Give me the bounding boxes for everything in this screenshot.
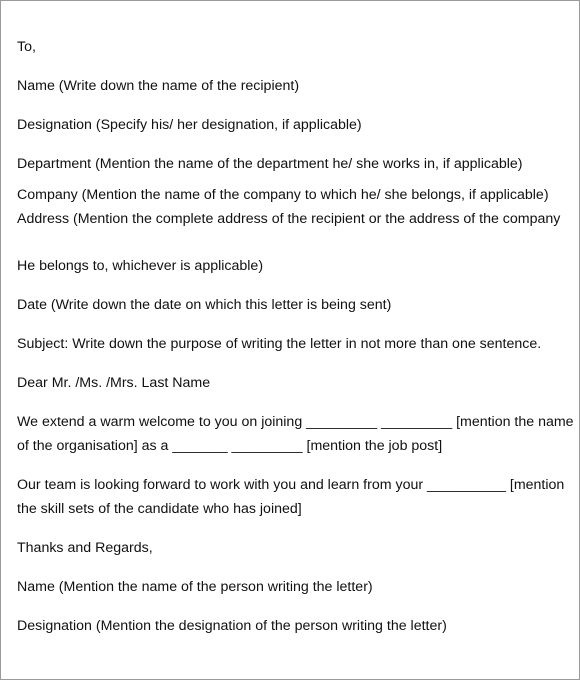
recipient-department-line: Department (Mention the name of the department he/ she works in, if applicable) [17, 156, 523, 172]
recipient-company-line: Company (Mention the name of the company to which he/ she belongs, if applicable) [17, 187, 549, 203]
recipient-address-line-1: Address (Mention the complete address of the recipient or the address of the company [17, 211, 561, 227]
welcome-paragraph-line-1: We extend a warm welcome to you on joining _________ _________ [mention the name [17, 414, 574, 430]
team-paragraph-line-1: Our team is looking forward to work with you and learn from your __________ [mention [17, 477, 565, 493]
sender-name-line: Name (Mention the name of the person writing the letter) [17, 579, 373, 595]
to-line: To, [17, 39, 36, 55]
recipient-address-line-2: He belongs to, whichever is applicable) [17, 258, 264, 274]
subject-line: Subject: Write down the purpose of writing the letter in not more than one sentence. [17, 336, 542, 352]
date-line: Date (Write down the date on which this letter is being sent) [17, 297, 392, 313]
team-paragraph-line-2: the skill sets of the candidate who has joined] [17, 501, 302, 517]
recipient-designation-line: Designation (Specify his/ her designation, if applicable) [17, 117, 362, 133]
welcome-paragraph-line-2: of the organisation] as a _______ _________ [mention the job post] [17, 438, 443, 454]
recipient-name-line: Name (Write down the name of the recipient) [17, 78, 300, 94]
closing-line: Thanks and Regards, [17, 540, 153, 556]
sender-designation-line: Designation (Mention the designation of the person writing the letter) [17, 618, 447, 634]
greeting-line: Dear Mr. /Ms. /Mrs. Last Name [17, 375, 211, 391]
